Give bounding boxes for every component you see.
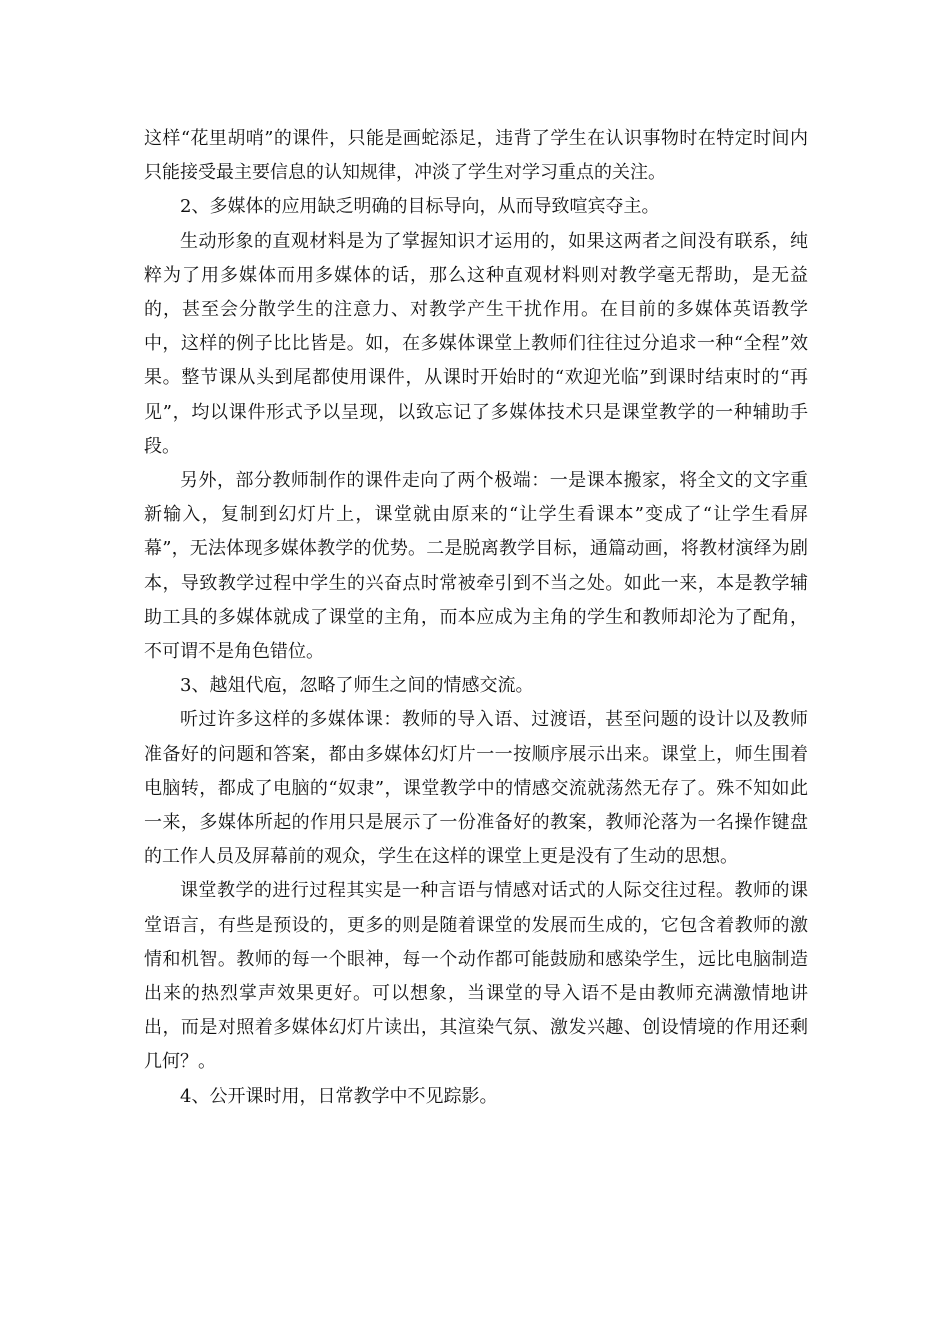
document-body — [144, 122, 808, 1114]
paragraph: 课堂教学的进行过程其实是一种言语与情感对话式的人际交往过程。教师的课堂语言，有些是预设的，更多的则是随着课堂的发展而生成的，它包含着教师的激情和机智。教师的每一个眼神，每一个动作都可能鼓励和感染学生，远比电脑制造出来的热烈掌声效果更好。可以想象，当课堂的导入语不是由教师充满激情地讲出，而是对照着多媒体幻灯片读出，其渲染气氛、激发兴趣、创设情境的作用还剩几何？。 — [144, 880, 808, 1073]
paragraph: 听过许多这样的多媒体课：教师的导入语、过渡语，甚至问题的设计以及教师准备好的问题和答案，都由多媒体幻灯片一一按顺序展示出来。课堂上，师生围着电脑转，都成了电脑的“奴隶”，课堂教学中的情感交流就荡然无存了。殊不知如此一来，多媒体所起的作用只是展示了一份准备好的教案，教师沦落为一名操作键盘的工作人员及屏幕前的观众，学生在这样的课堂上更是没有了生动的思想。 — [144, 709, 808, 868]
section-heading-2: 2、多媒体的应用缺乏明确的目标导向，从而导致喧宾夺主。 — [180, 196, 660, 218]
paragraph-continuation: 这样“花里胡哨”的课件，只能是画蛇添足，违背了学生在认识事物时在特定时间内只能接受最主要信息的认知规律，冲淡了学生对学习重点的关注。 — [144, 128, 808, 184]
section-heading-3: 3、越俎代庖，忽略了师生之间的情感交流。 — [180, 675, 534, 697]
paragraph: 另外，部分教师制作的课件走向了两个极端：一是课本搬家，将全文的文字重新输入，复制到幻灯片上，课堂就由原来的“让学生看课本”变成了“让学生看屏幕”，无法体现多媒体教学的优势。二是脱离教学目标，通篇动画，将教材演绎为剧本，导致教学过程中学生的兴奋点时常被牵引到不当之处。如此一来，本是教学辅助工具的多媒体就成了课堂的主角，而本应成为主角的学生和教师却沦为了配角，不可谓不是角色错位。 — [144, 470, 808, 663]
paragraph: 生动形象的直观材料是为了掌握知识才运用的，如果这两者之间没有联系，纯粹为了用多媒体而用多媒体的话，那么这种直观材料则对教学毫无帮助，是无益的，甚至会分散学生的注意力、对教学产生干扰作用。在目前的多媒体英语教学中，这样的例子比比皆是。如，在多媒体课堂上教师们往往过分追求一种“全程”效果。整节课从头到尾都使用课件，从课时开始时的“欢迎光临”到课时结束时的“再见”，均以课件形式予以呈现，以致忘记了多媒体技术只是课堂教学的一种辅助手段。 — [144, 230, 808, 457]
section-heading-4: 4、公开课时用，日常教学中不见踪影。 — [180, 1085, 498, 1107]
